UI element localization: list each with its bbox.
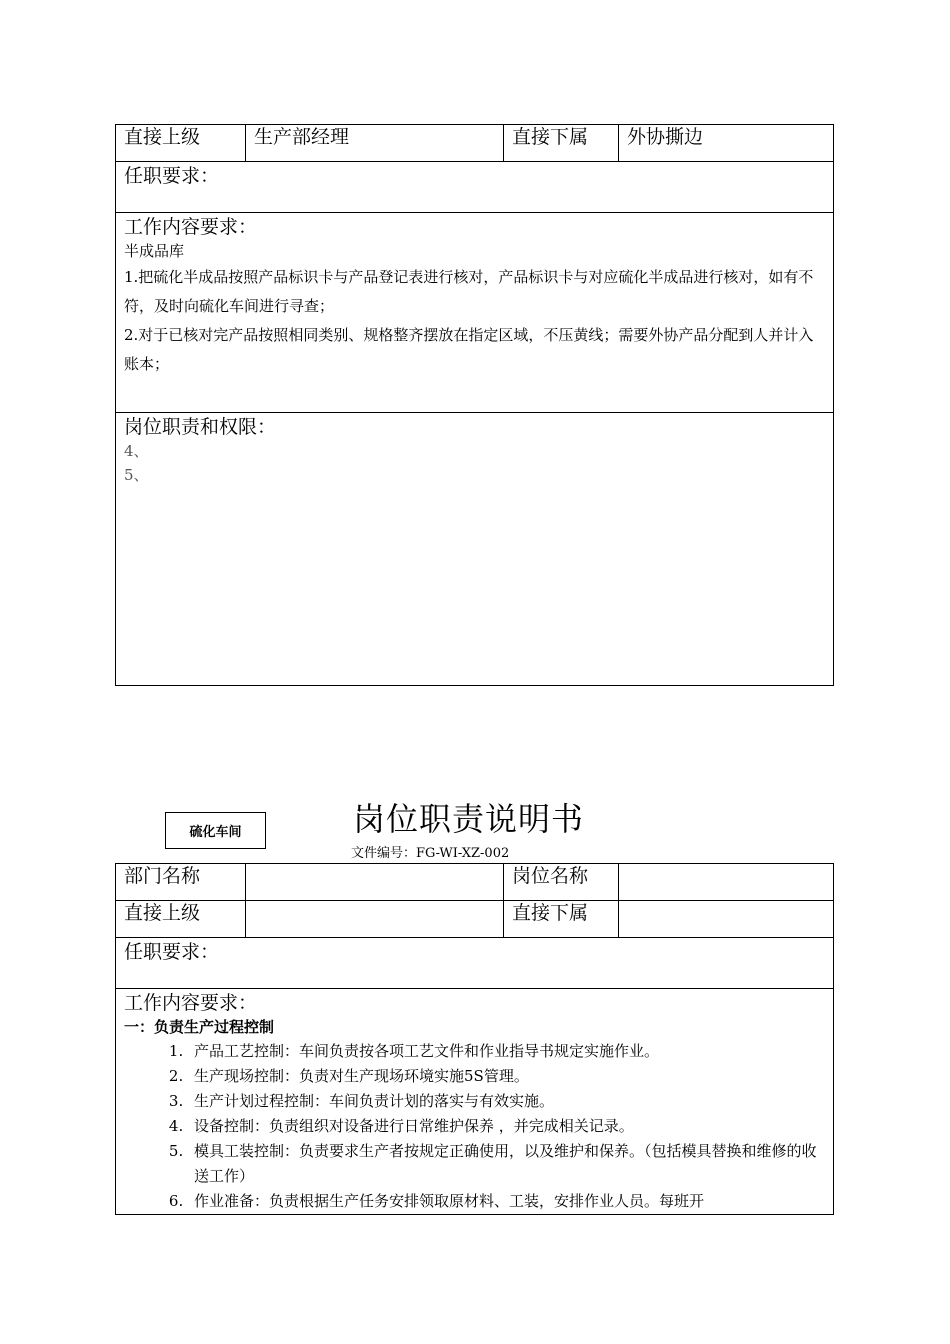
requirements-label: 任职要求： — [124, 941, 220, 963]
list-item: 2. 生产现场控制：负责对生产现场环境实施5S管理。 — [188, 1064, 825, 1089]
duty-line: 4、 — [124, 442, 149, 460]
list-item: 3. 生产计划过程控制：车间负责计划的落实与有效实施。 — [188, 1089, 825, 1114]
duty-list — [124, 1039, 825, 1214]
superior-value: 生产部经理 — [246, 125, 504, 162]
work-content-label: 工作内容要求： — [124, 992, 258, 1014]
subordinate-label: 直接下属 — [504, 901, 619, 938]
position-value — [619, 864, 834, 901]
list-item: 4. 设备控制：负责组织对设备进行日常维护保养 ，并完成相关记录。 — [188, 1114, 825, 1139]
duty-line: 5、 — [124, 466, 149, 484]
subordinate-value — [619, 901, 834, 938]
dept-name-label: 部门名称 — [116, 864, 246, 901]
department-box: 硫化车间 — [165, 812, 266, 849]
top-job-table — [115, 124, 834, 686]
duties-label: 岗位职责和权限： — [124, 416, 277, 438]
job-description-table — [115, 863, 834, 1215]
list-item: 6. 作业准备：负责根据生产任务安排领取原材料、工装，安排作业人员。每班开 — [188, 1189, 825, 1214]
requirements-label: 任职要求： — [124, 165, 220, 187]
work-line: 1.把硫化半成品按照产品标识卡与产品登记表进行核对，产品标识卡与对应硫化半成品进行核对，如有不符，及时向硫化车间进行寻查； — [124, 268, 814, 315]
superior-value — [246, 901, 504, 938]
dept-name-value — [246, 864, 504, 901]
subordinate-label: 直接下属 — [504, 125, 619, 162]
subordinate-value: 外协撕边 — [619, 125, 834, 162]
page-title: 岗位职责说明书 — [353, 800, 585, 838]
document-number: 文件编号：FG-WI-XZ-002 — [351, 846, 510, 861]
work-line: 半成品库 — [124, 242, 185, 260]
work-line: 2.对于已核对完产品按照相同类别、规格整齐摆放在指定区域，不压黄线；需要外协产品分配到人并计入账本； — [124, 326, 814, 373]
superior-label: 直接上级 — [116, 125, 246, 162]
work-content-label: 工作内容要求： — [124, 216, 258, 238]
section-heading: 一：负责生产过程控制 — [124, 1018, 275, 1036]
list-item: 5. 模具工装控制：负责要求生产者按规定正确使用，以及维护和保养。（包括模具替换和维修的收送工作） — [188, 1139, 825, 1189]
position-label: 岗位名称 — [504, 864, 619, 901]
list-item: 1. 产品工艺控制：车间负责按各项工艺文件和作业指导书规定实施作业。 — [188, 1039, 825, 1064]
superior-label: 直接上级 — [116, 901, 246, 938]
